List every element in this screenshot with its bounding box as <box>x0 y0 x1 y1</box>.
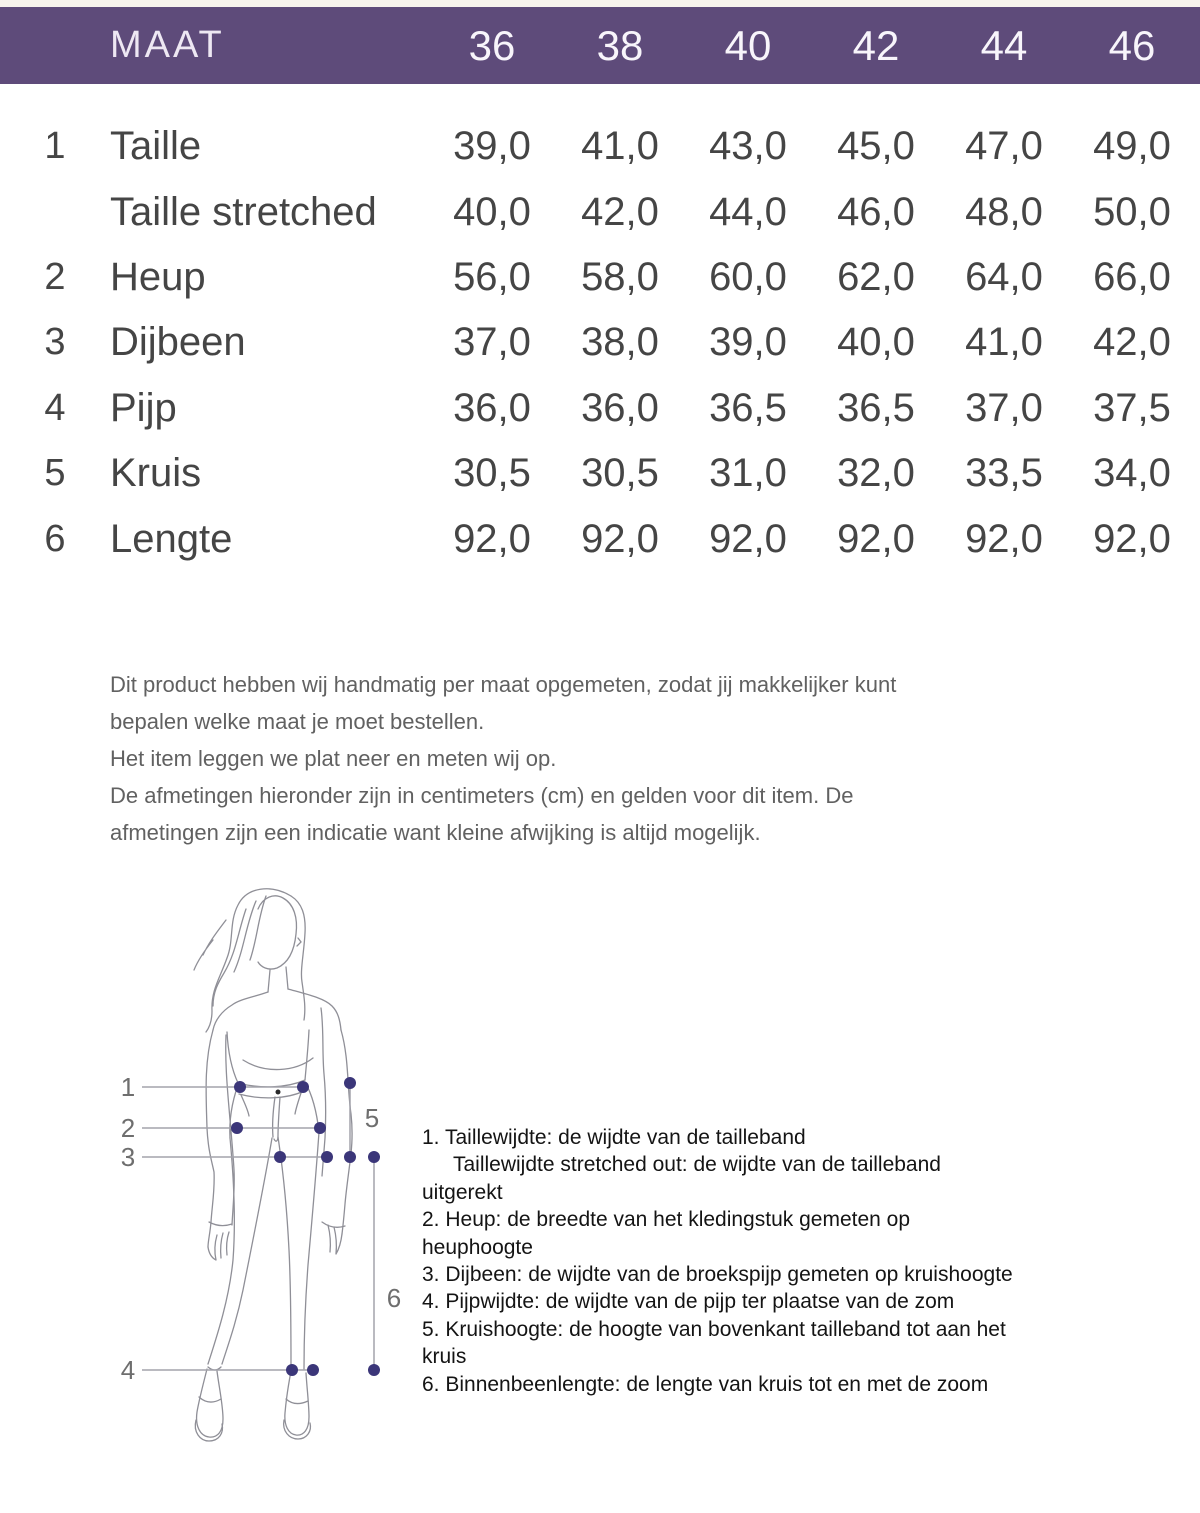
cell-value: 44,0 <box>709 189 787 234</box>
row-label: Dijbeen <box>110 320 246 365</box>
measure-dot <box>368 1151 380 1163</box>
table-row-lengte <box>0 506 1200 571</box>
measure-dot <box>297 1081 309 1093</box>
measure-dot <box>234 1081 246 1093</box>
legend-line: 5. Kruishoogte: de hoogte van bovenkant tailleband tot aan het <box>422 1317 1006 1341</box>
cell-value: 92,0 <box>965 516 1043 561</box>
cell-value: 92,0 <box>1093 516 1171 561</box>
row-number: 2 <box>44 255 66 298</box>
measurement-legend <box>422 1124 1142 1398</box>
sketch-stroke <box>222 1138 272 1364</box>
table-row-dijbeen <box>0 310 1200 375</box>
sketch-stroke <box>238 1080 305 1087</box>
sketch-stroke <box>322 1222 345 1227</box>
sketch-stroke <box>213 909 246 1006</box>
row-number: 1 <box>44 125 66 168</box>
legend-line: uitgerekt <box>422 1180 503 1204</box>
legend-line: 2. Heup: de breedte van het kledingstuk gemeten op <box>422 1208 911 1232</box>
measurement-markers <box>121 1072 401 1385</box>
cell-value: 58,0 <box>581 254 659 299</box>
sketch-stroke <box>241 1095 249 1116</box>
cell-value: 39,0 <box>709 320 787 365</box>
measure-dot <box>344 1077 356 1089</box>
legend-line: 1. Taillewijdte: de wijdte van de tailleband <box>422 1126 806 1149</box>
row-number: 6 <box>44 517 66 560</box>
sketch-stroke <box>274 1097 280 1141</box>
table-row-taille-stretched <box>0 179 1200 244</box>
sketch-stroke <box>243 1058 313 1070</box>
header-size-44: 44 <box>980 21 1028 69</box>
sketch-stroke <box>278 1137 291 1367</box>
sketch-stroke <box>286 967 288 989</box>
row-number: 5 <box>44 452 66 495</box>
header-size-38: 38 <box>596 21 644 69</box>
sketch-stroke <box>208 1232 229 1260</box>
marker-5: 5 <box>364 1103 380 1133</box>
sketch-stroke <box>206 1030 214 1247</box>
cell-value: 60,0 <box>709 254 787 299</box>
figure-sketch-svg <box>95 880 440 1460</box>
cell-value: 50,0 <box>1093 189 1171 234</box>
legend-line: kruis <box>422 1345 467 1369</box>
measure-dot <box>344 1151 356 1163</box>
row-label: Heup <box>110 254 206 299</box>
table-row-pijp <box>0 376 1200 441</box>
cell-value: 31,0 <box>709 451 787 496</box>
sketch-stroke <box>206 889 291 1032</box>
cell-value: 41,0 <box>581 124 659 169</box>
legend-line: 4. Pijpwijdte: de wijdte van de pijp ter plaatse van de zom <box>422 1290 955 1314</box>
cell-value: 92,0 <box>837 516 915 561</box>
legend-line: Taillewijdte stretched out: de wijdte van de tailleband <box>453 1153 941 1177</box>
description-line: afmetingen zijn een indicatie want kleine afwijking is altijd mogelijk. <box>110 820 761 845</box>
sketch-stroke <box>268 970 270 992</box>
cell-value: 37,0 <box>453 320 531 365</box>
row-label: Kruis <box>110 451 202 496</box>
cell-value: 64,0 <box>965 254 1043 299</box>
marker-2: 2 <box>120 1113 136 1143</box>
cell-value: 30,5 <box>453 451 531 496</box>
row-label: Taille <box>110 124 202 169</box>
measure-dot <box>314 1122 326 1134</box>
measure-dot <box>368 1364 380 1376</box>
sketch-stroke <box>273 1097 275 1137</box>
cell-value: 92,0 <box>709 516 787 561</box>
legend-line: heuphoogte <box>422 1235 533 1259</box>
marker-6: 6 <box>386 1283 402 1313</box>
sketch-stroke <box>258 896 296 969</box>
description-line: De afmetingen hieronder zijn in centimeters (cm) en gelden voor dit item. De <box>110 783 854 808</box>
sketch-stroke <box>239 1091 304 1098</box>
cell-value: 42,0 <box>1093 320 1171 365</box>
sketch-stroke <box>328 1225 342 1254</box>
description-line: Dit product hebben wij handmatig per maat opgemeten, zodat jij makkelijker kunt <box>110 672 897 697</box>
cell-value: 48,0 <box>965 189 1043 234</box>
legend-line: 6. Binnenbeenlengte: de lengte van kruis tot en met de zoom <box>422 1372 989 1396</box>
description-line: Het item leggen we plat neer en meten wij op. <box>110 746 557 771</box>
measure-dot <box>321 1151 333 1163</box>
cell-value: 40,0 <box>453 189 531 234</box>
sketch-stroke <box>250 896 266 960</box>
sketch-stroke <box>194 920 226 970</box>
cell-value: 47,0 <box>965 124 1043 169</box>
sketch-stroke <box>286 1399 308 1404</box>
measure-dot <box>286 1364 298 1376</box>
cell-value: 43,0 <box>709 124 787 169</box>
header-maat-label: MAAT <box>110 24 225 66</box>
cell-value: 32,0 <box>837 451 915 496</box>
cell-value: 36,5 <box>837 385 915 430</box>
header-size-42: 42 <box>852 21 900 69</box>
sketch-stroke <box>227 1032 238 1083</box>
sketch-stroke <box>209 1222 232 1226</box>
cell-value: 36,0 <box>581 385 659 430</box>
sketch-stroke <box>304 1132 319 1369</box>
cell-value: 46,0 <box>837 189 915 234</box>
cell-value: 42,0 <box>581 189 659 234</box>
cell-value: 37,0 <box>965 385 1043 430</box>
row-number: 4 <box>44 386 66 429</box>
size-table-body <box>0 114 1200 572</box>
sketch-stroke <box>199 1397 221 1402</box>
cell-value: 40,0 <box>837 320 915 365</box>
measure-dot <box>231 1122 243 1134</box>
sketch-stroke <box>297 938 301 946</box>
cell-value: 37,5 <box>1093 385 1171 430</box>
cell-value: 36,5 <box>709 385 787 430</box>
sketch-stroke <box>291 896 305 1020</box>
measurement-description <box>110 666 1110 851</box>
measurement-lines <box>142 1083 374 1370</box>
row-number: 3 <box>44 321 66 364</box>
row-label: Lengte <box>110 516 233 561</box>
cell-value: 36,0 <box>453 385 531 430</box>
cell-value: 45,0 <box>837 124 915 169</box>
sketch-stroke <box>305 1030 309 1080</box>
cell-value: 41,0 <box>965 320 1043 365</box>
header-size-46: 46 <box>1108 21 1156 69</box>
sketch-stroke <box>197 1369 223 1437</box>
cell-value: 30,5 <box>581 451 659 496</box>
measure-dot <box>274 1151 286 1163</box>
size-table-header <box>0 7 1200 84</box>
marker-4: 4 <box>120 1355 136 1385</box>
marker-1: 1 <box>120 1072 136 1102</box>
table-row-taille <box>0 114 1200 179</box>
marker-3: 3 <box>120 1142 136 1172</box>
sketch-stroke <box>295 1093 301 1114</box>
cell-value: 39,0 <box>453 124 531 169</box>
measurement-figure <box>95 880 440 1460</box>
sketch-stroke <box>321 1008 326 1176</box>
row-label: Taille stretched <box>110 189 377 234</box>
header-size-40: 40 <box>724 21 772 69</box>
table-row-kruis <box>0 441 1200 506</box>
cell-value: 38,0 <box>581 320 659 365</box>
cell-value: 33,5 <box>965 451 1043 496</box>
description-line: bepalen welke maat je moet bestellen. <box>110 709 485 734</box>
sketch-stroke <box>213 992 268 1030</box>
row-label: Pijp <box>110 385 177 430</box>
top-strip <box>0 0 1200 7</box>
cell-value: 49,0 <box>1093 124 1171 169</box>
legend-line: 3. Dijbeen: de wijdte van de broekspijp gemeten op kruishoogte <box>422 1263 1013 1287</box>
header-size-36: 36 <box>468 21 516 69</box>
measurement-dots <box>231 1077 380 1376</box>
table-row-heup <box>0 245 1200 310</box>
cell-value: 62,0 <box>837 254 915 299</box>
cell-value: 66,0 <box>1093 254 1171 299</box>
waist-button-dot <box>276 1090 281 1095</box>
woman-sketch <box>194 889 352 1441</box>
cell-value: 92,0 <box>453 516 531 561</box>
sketch-stroke <box>288 989 341 1030</box>
cell-value: 56,0 <box>453 254 531 299</box>
cell-value: 34,0 <box>1093 451 1171 496</box>
cell-value: 92,0 <box>581 516 659 561</box>
measure-dot <box>307 1364 319 1376</box>
